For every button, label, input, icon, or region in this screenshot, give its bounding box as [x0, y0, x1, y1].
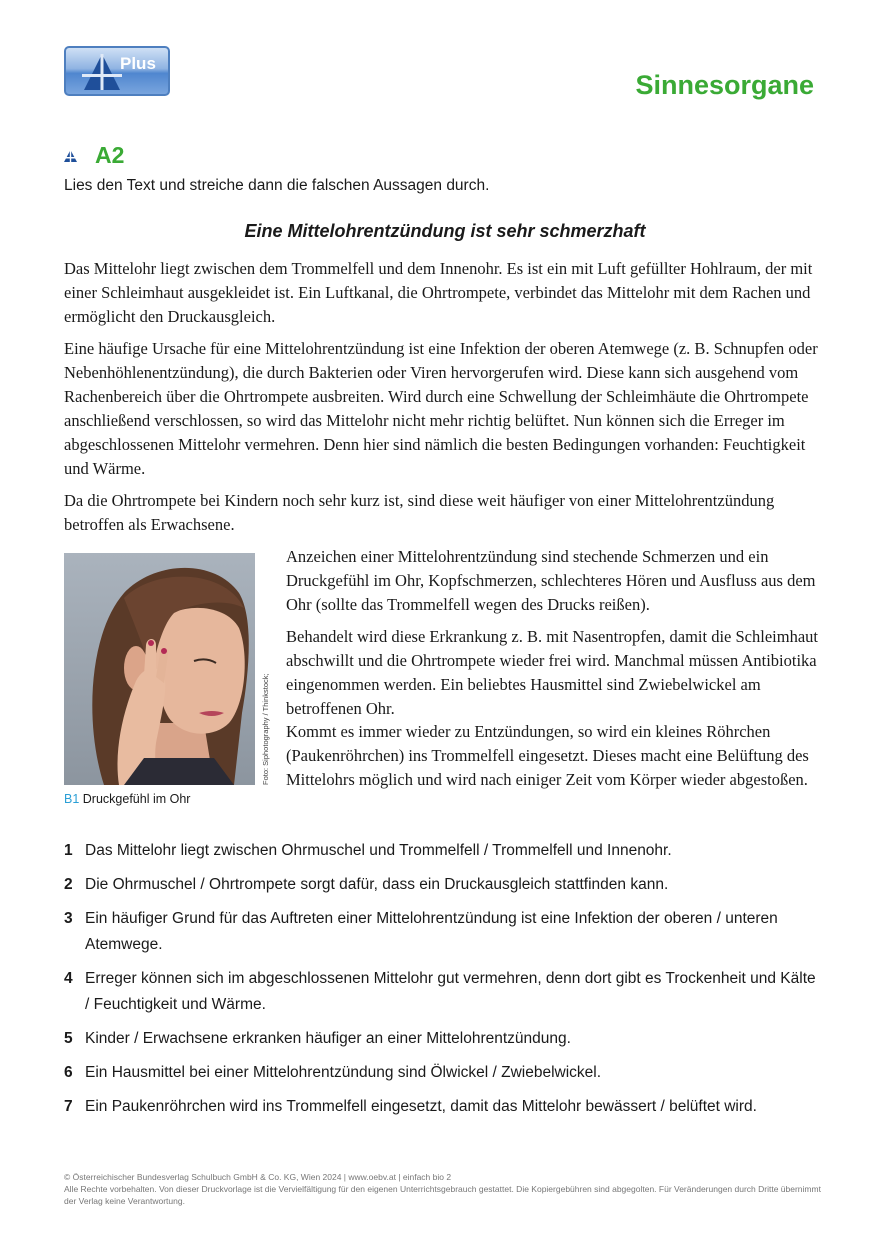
statement-text[interactable]: Erreger können sich im abgeschlossenen Mittelohr gut vermehren, denn dort gibt es Trockenheit und Kälte / Feuchtigkeit und Wärme.	[85, 970, 816, 1013]
statement-item	[64, 906, 824, 958]
subject-title: Sinnesorgane	[635, 70, 814, 100]
statement-item	[64, 1094, 824, 1120]
statement-item	[64, 1060, 824, 1086]
figure-caption	[64, 792, 190, 806]
footer-copyright: © Österreichischer Bundesverlag Schulbuch GmbH & Co. KG, Wien 2024 | www.oebv.at | einfach bio 2	[64, 1172, 452, 1182]
article-paragraph-1: Das Mittelohr liegt zwischen dem Trommelfell und dem Innenohr. Es ist ein mit Luft gefüllter Hohlraum, der mit einer Schleimhaut ausgekleidet ist. Ein Luftkanal, die Ohrtrompete, verbindet das Mittelohr mit dem Rachen und ermöglicht den Druckausgleich.	[64, 259, 813, 326]
statement-number: 4	[64, 970, 73, 987]
figure-number: B1	[64, 792, 80, 806]
statement-text[interactable]: Ein Hausmittel bei einer Mittelohrentzündung sind Ölwickel / Zwiebelwickel.	[85, 1064, 602, 1081]
article-paragraph-2: Eine häufige Ursache für eine Mittelohrentzündung ist eine Infektion der oberen Atemwege (z. B. Schnupfen oder Nebenhöhlenentzündung), die durch Bakterien oder Viren hervorgerufen wird. Diese kann sich ausgehend vom Rachenbereich über die Ohrtrompete ausbreiten. Wird durch eine Schwellung der Schleimhäute die Ohrtrompete anschließend verschlossen, so wird das Mittelohr nicht mehr richtig belüftet. Nun können sich die Erreger im abgeschlossenen Mittelohr vermehren. Denn hier sind nämlich die besten Bedingungen vorhanden: Feuchtigkeit und Wärme.	[64, 339, 818, 478]
publisher-logo	[64, 46, 170, 96]
statement-text[interactable]: Ein Paukenröhrchen wird ins Trommelfell eingesetzt, damit das Mittelohr bewässert / belüftet wird.	[85, 1098, 757, 1115]
footer	[64, 1171, 824, 1207]
triangle-logo-icon	[80, 52, 124, 94]
statement-text[interactable]: Die Ohrmuschel / Ohrtrompete sorgt dafür, dass ein Druckausgleich stattfinden kann.	[85, 876, 669, 893]
side-paragraph-1: Anzeichen einer Mittelohrentzündung sind stechende Schmerzen und ein Druckgefühl im Ohr, Kopfschmerzen, schlechteres Hören und Ausfluss aus dem Ohr (sollte das Trommelfell wegen des Drucks reißen).	[286, 547, 816, 614]
photo-woman-holding-ear	[64, 553, 255, 785]
figure-caption-text: Druckgefühl im Ohr	[82, 792, 191, 806]
statement-item	[64, 1026, 824, 1052]
statement-number: 6	[64, 1064, 73, 1081]
logo-text: Plus	[120, 54, 156, 73]
statement-item	[64, 872, 824, 898]
statement-item	[64, 838, 824, 864]
statement-text[interactable]: Ein häufiger Grund für das Auftreten einer Mittelohrentzündung ist eine Infektion der oberen / unteren Atemwege.	[85, 910, 778, 953]
article-title: Eine Mittelohrentzündung ist sehr schmerzhaft	[244, 221, 646, 241]
task-triangle-icon	[64, 150, 77, 162]
footer-rights: Alle Rechte vorbehalten. Von dieser Druckvorlage ist die Vervielfältigung für den eigenen Unterrichtsgebrauch gestattet. Die Kopiergebühren sind abgegolten. Für Veränderungen durch Dritte übernimmt der Verlag keine Verantwortung.	[64, 1184, 821, 1206]
statement-list	[64, 838, 824, 1128]
statement-number: 3	[64, 910, 73, 927]
side-paragraph-2: Behandelt wird diese Erkrankung z. B. mit Nasentropfen, damit die Schleimhaut abschwillt und die Ohrtrompete wieder frei wird. Manchmal müssen Antibiotika eingenommen werden. Ein beliebtes Hausmittel sind Zwiebelwickel am betroffenen Ohr.	[286, 627, 818, 718]
statement-text[interactable]: Das Mittelohr liegt zwischen Ohrmuschel und Trommelfell / Trommelfell und Innenohr.	[85, 842, 672, 859]
photo-credit: Foto: Siphotography / Thinkstock;	[261, 673, 270, 785]
statement-number: 1	[64, 842, 73, 859]
side-paragraph-3: Kommt es immer wieder zu Entzündungen, so wird ein kleines Röhrchen (Paukenröhrchen) ins Trommelfell eingesetzt. Dieses macht eine Belüftung des Mittelohrs möglich und wird nach einiger Zeit vom Körper wieder abgestoßen.	[286, 722, 809, 789]
statement-number: 2	[64, 876, 73, 893]
statement-number: 7	[64, 1098, 73, 1115]
statement-item	[64, 966, 824, 1018]
task-label: A2	[95, 142, 125, 168]
article-paragraph-3: Da die Ohrtrompete bei Kindern noch sehr kurz ist, sind diese weit häufiger von einer Mittelohrentzündung betroffen als Erwachsene.	[64, 491, 775, 534]
task-instruction: Lies den Text und streiche dann die falschen Aussagen durch.	[64, 177, 490, 194]
statement-text[interactable]: Kinder / Erwachsene erkranken häufiger an einer Mittelohrentzündung.	[85, 1030, 571, 1047]
statement-number: 5	[64, 1030, 73, 1047]
task-heading	[64, 142, 124, 169]
